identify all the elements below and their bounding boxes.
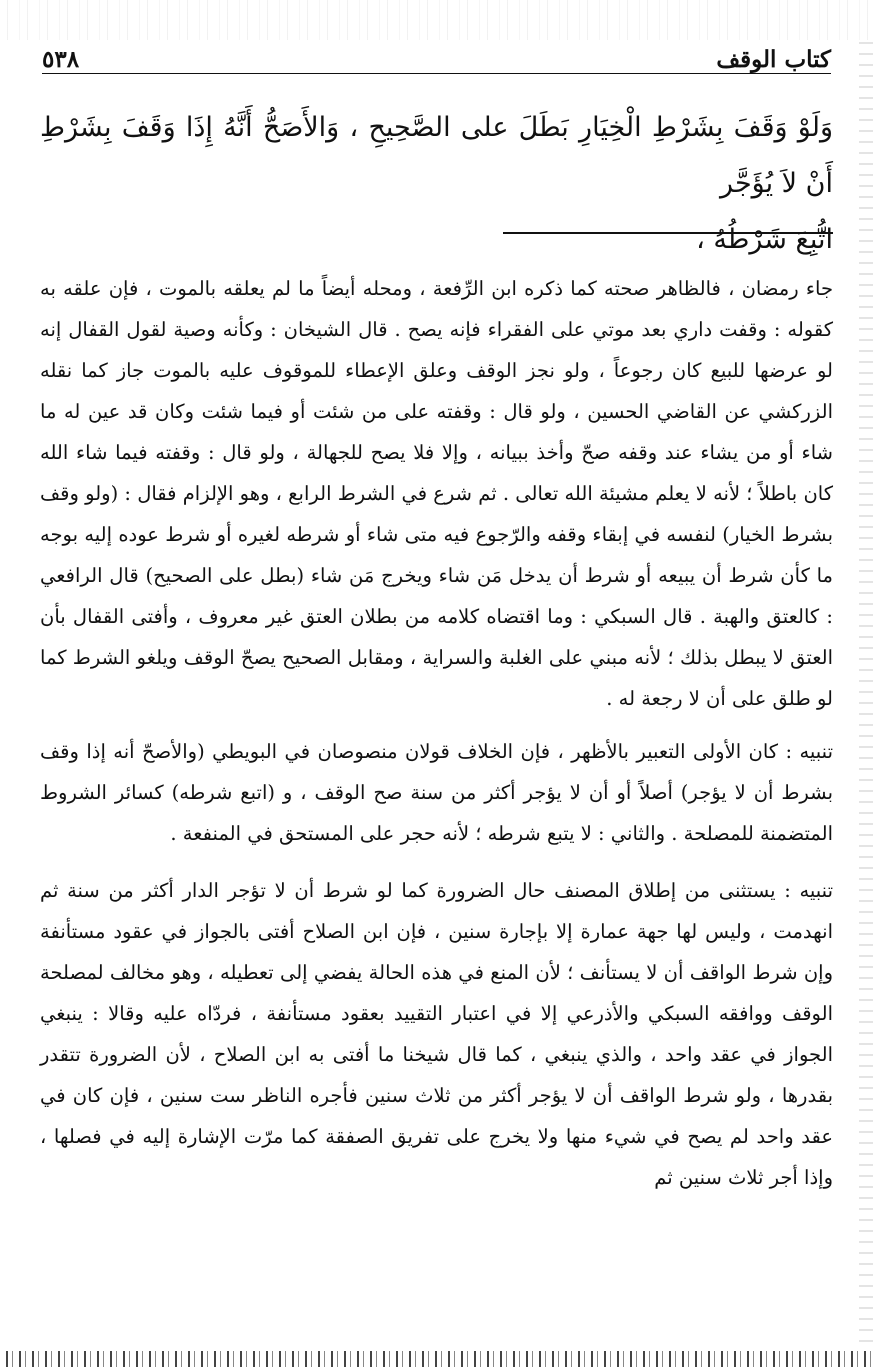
- decorative-bottom-border: [0, 1351, 873, 1367]
- main-text-line: اتُّبِعَ شَرْطُهُ ،: [696, 224, 833, 255]
- commentary-paragraph: تنبيه : كان الأولى التعبير بالأظهر ، فإن الخلاف قولان منصوصان في البويطي (والأصحّ أنه إذا وقف بشرط أن لا يؤجر) أصلاً أو أن لا يؤجر أكثر من سنة صح الوقف ، و (اتبع شرطه) كسائر الشروط المتضمنة للمصلحة . والثاني : لا يتبع شرطه ؛ لأنه حجر على المستحق في المنفعة .: [40, 740, 833, 845]
- page-number: ٥٣٨: [42, 46, 80, 73]
- scan-right-edge: [859, 40, 873, 1351]
- main-text-line: وَلَوْ وَقَفَ بِشَرْطِ الْخِيَارِ بَطَلَ على الصَّحِيحِ ، وَالأَصَحُّ أَنَّهُ إِذَا وَقَفَ بِشَرْطِ أَنْ لاَ يُؤَجَّر: [40, 112, 833, 199]
- book-title: كتاب الوقف: [716, 46, 831, 73]
- scan-top-noise: [0, 0, 873, 40]
- main-text: [40, 100, 833, 268]
- commentary-paragraph: جاء رمضان ، فالظاهر صحته كما ذكره ابن الرِّفعة ، ومحله أيضاً ما لم يعلقه بالموت ، فإن علقه به كقوله : وقفت داري بعد موتي على الفقراء فإنه يصح . قال الشيخان : وكأنه وصية لقول القفال إنه لو عرضها للبيع كان رجوعاً ، ولو نجز الوقف وعلق الإعطاء للموقوف عليه بالموت جاز كما نقله الزركشي عن القاضي الحسين ، ولو قال : وقفته على من شئت أو فيما شئت وكان قد عين له ما شاء أو من يشاء عند وقفه صحّ وأخذ ببيانه ، وإلا فلا يصح للجهالة ، ولو قال : وقفته فيما شاء الله كان باطلاً ؛ لأنه لا يعلم مشيئة الله تعالى . ثم شرع في الشرط الرابع ، وهو الإلزام فقال : (ولو وقف بشرط الخيار) لنفسه في إبقاء وقفه والرّجوع فيه متى شاء أو شرطه لغيره أو شرط عوده إليه بوجه ما كأن شرط أن يبيعه أو شرط أن يدخل مَن شاء ويخرج مَن شاء (بطل على الصحيح) قال الرافعي : كالعتق والهبة . قال السبكي : وما اقتضاه كلامه من بطلان العتق غير معروف ، وأفتى القفال بأن العتق لا يبطل بذلك ؛ لأنه مبني على الغلبة والسراية ، ومقابل الصحيح يصحّ الوقف ويلغو الشرط كما لو طلق على أن لا رجعة له .: [40, 277, 833, 710]
- separator-line: [503, 232, 833, 234]
- commentary: [40, 268, 833, 1214]
- page-header: [42, 45, 831, 74]
- commentary-paragraph: تنبيه : يستثنى من إطلاق المصنف حال الضرورة كما لو شرط أن لا تؤجر الدار أكثر من سنة ثم انهدمت ، وليس لها جهة عمارة إلا بإجارة سنين ، فإن ابن الصلاح أفتى بالجواز في عقود مستأنفة وإن شرط الواقف أن لا يستأنف ؛ لأن المنع في هذه الحالة يفضي إلى تعطيله ، وهو مخالف لمصلحة الوقف ووافقه السبكي والأذرعي إلا في اعتبار التقييد بعقود مستأنفة ، فردّاه عليه وقالا : ينبغي الجواز في عقد واحد ، والذي ينبغي ، كما قال شيخنا ما أفتى به ابن الصلاح ، لأن الضرورة تتقدر بقدرها ، ولو شرط الواقف أن لا يؤجر أكثر من ثلاث سنين فأجره الناظر ست سنين ، فإن كان في عقد واحد لم يصح في شيء منها ولا يخرج على تفريق الصفقة كما مرّت الإشارة إليه في فصلها ، وإذا أجر ثلاث سنين ثم: [40, 879, 833, 1189]
